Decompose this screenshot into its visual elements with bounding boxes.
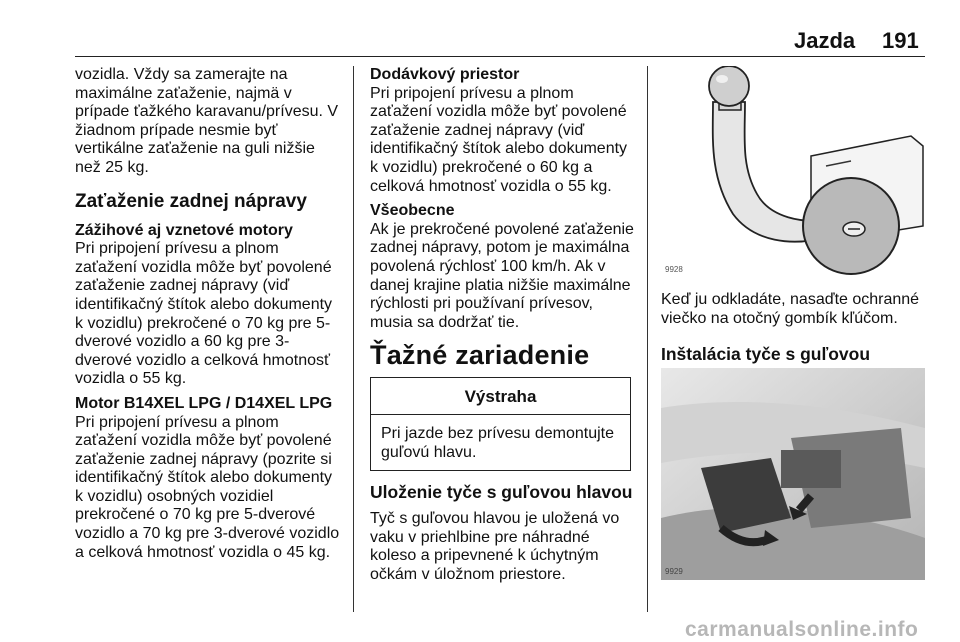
general-heading: Všeobecne (370, 202, 455, 220)
caption-line-1: Keď ju odkladáte, nasaďte ochranné (661, 291, 920, 308)
towing-heading: Ťažné zariadenie (370, 340, 590, 370)
sub1-line-8: vozidla o 55 kg. (75, 370, 187, 388)
sub2-line-2: zaťažení vozidla môže byť povolené (75, 432, 332, 450)
svg-text:9929: 9929 (665, 567, 683, 576)
intro-line-5: vertikálne zaťaženie na guli nižšie (75, 140, 315, 158)
sub1-line-2: zaťažení vozidla môže byť povolené (75, 258, 332, 276)
storage-heading: Uloženie tyče s guľovou hlavou (370, 482, 633, 502)
general-line-1: Ak je prekročené povolené zaťaženie (370, 220, 634, 238)
warning-body (371, 415, 630, 462)
tow-ball-image (661, 66, 925, 280)
sub1-line-1: Pri pripojení prívesu a plnom (75, 240, 279, 258)
sub2-line-8: a celková hmotnosť vozidla o 45 kg. (75, 543, 331, 561)
intro-line-1: vozidla. Vždy sa zamerajte na (75, 66, 288, 83)
warning-box (370, 377, 631, 471)
cargo-line-5: k vozidlu) prekročené o 60 kg a (370, 158, 593, 176)
sub2-line-6: prekročené o 70 kg pre 5-dverové (75, 506, 316, 524)
sub1-line-3: zaťaženie zadnej nápravy (viď (75, 277, 290, 295)
sub2-line-3: zaťaženie zadnej nápravy (pozrite si (75, 450, 332, 468)
rear-axle-heading: Zaťaženie zadnej nápravy (75, 190, 307, 212)
column-2 (370, 66, 640, 332)
storage-line-1: Tyč s guľovou hlavou je uložená vo (370, 510, 620, 527)
warning-line-2: guľovú hlavu. (381, 443, 477, 461)
sub2-line-7: vozidlo a 70 kg pre 3-dverové vozidlo (75, 525, 340, 543)
general-line-4: danej krajine platia nižšie maximálne (370, 276, 631, 294)
sub1-line-4: identifikačný štítok alebo dokumenty (75, 295, 333, 313)
sub1-line-5: k vozidlu) prekročené o 70 kg pre 5- (75, 314, 331, 332)
caption-line-2: viečko na otočný gombík kľúčom. (661, 309, 898, 327)
section-title: Jazda (794, 28, 856, 53)
install-heading: Inštalácia tyče s guľovou (661, 344, 871, 365)
intro-line-4: žiadnom prípade nesmie byť (75, 121, 278, 139)
cargo-line-4: identifikačný štítok alebo dokumenty (370, 140, 628, 158)
warning-title: Výstraha (371, 378, 630, 415)
column-divider-2 (647, 66, 648, 612)
warning-line-1: Pri jazde bez prívesu demontujte (381, 425, 615, 442)
sub1-line-7: dverové vozidlo a celková hmotnosť (75, 351, 331, 369)
page-number: 191 (882, 28, 919, 53)
intro-line-6: než 25 kg. (75, 158, 149, 176)
storage-section (370, 480, 640, 584)
watermark: carmanualsonline.info (685, 618, 919, 641)
header-rule (75, 56, 925, 57)
svg-text:9928: 9928 (665, 265, 683, 274)
cargo-line-2: zaťažení vozidla môže byť povolené (370, 103, 627, 121)
general-line-5: rýchlosti pri používaní prívesov, (370, 295, 593, 313)
cargo-heading: Dodávkový priestor (370, 66, 520, 83)
column-divider-1 (353, 66, 354, 612)
storage-line-2: vaku v priehlbine pre náhradné (370, 528, 590, 546)
installation-photo (661, 368, 925, 580)
sub2-heading: Motor B14XEL LPG / D14XEL LPG (75, 394, 333, 412)
installation-image (661, 368, 925, 580)
sub1-line-6: dverové vozidlo a 60 kg pre 3- (75, 333, 290, 351)
intro-line-3: prípade ťažkého karavanu/prívesu. V (75, 103, 339, 121)
general-line-6: musia sa dodržať tie. (370, 313, 520, 331)
intro-line-2: maximálne zaťaženie, najmä v (75, 84, 292, 102)
cargo-line-3: zaťaženie zadnej nápravy (viď (370, 121, 585, 139)
sub2-line-1: Pri pripojení prívesu a plnom (75, 413, 279, 431)
storage-line-3: koleso a pripevnené k úchytným (370, 547, 599, 565)
sub1-heading: Zážihové aj vznetové motory (75, 221, 293, 239)
cargo-line-1: Pri pripojení prívesu a plnom (370, 84, 574, 102)
sub2-line-4: identifikačný štítok alebo dokumenty (75, 469, 333, 487)
tow-ball-illustration (661, 66, 925, 280)
cargo-line-6: celková hmotnosť vozidla o 55 kg. (370, 177, 612, 195)
general-line-3: povolená rýchlosť 100 km/h. Ak v (370, 257, 606, 275)
storage-line-4: očkám v úložnom priestore. (370, 565, 566, 583)
sub2-line-5: k vozidlu) osobných vozidiel (75, 487, 274, 505)
general-line-2: zadnej nápravy, potom je maximálna (370, 239, 630, 257)
column-1 (75, 66, 347, 562)
